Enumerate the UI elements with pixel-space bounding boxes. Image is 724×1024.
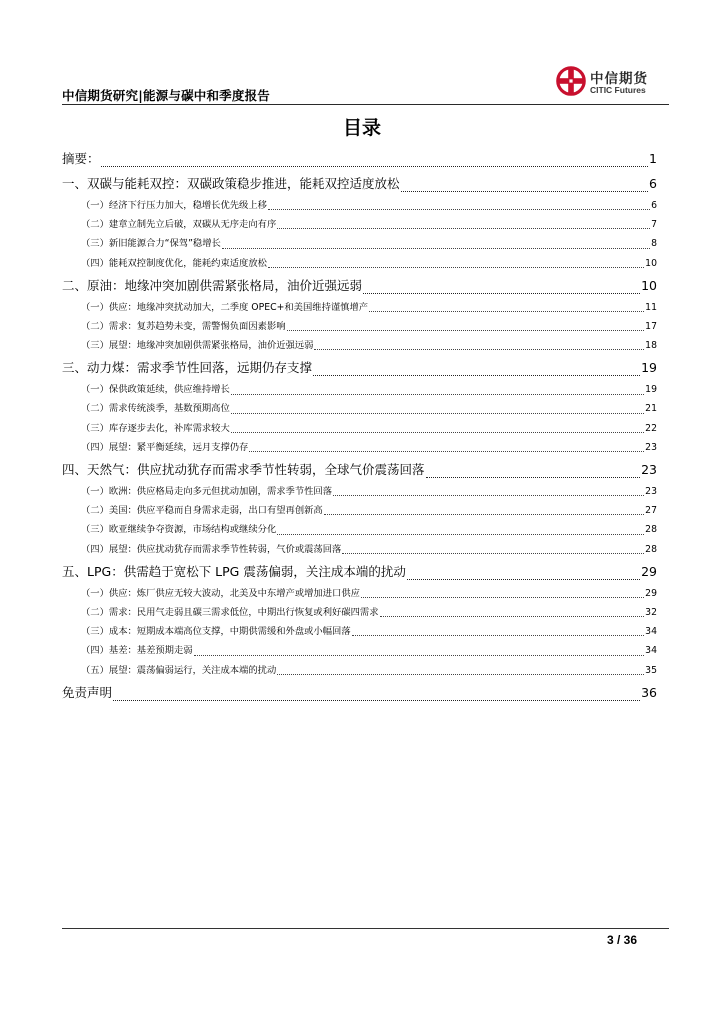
toc-dot-leader [222,248,650,249]
report-header-title: 中信期货研究|能源与碳中和季度报告 [62,88,270,103]
toc-dot-leader [287,330,645,331]
toc-subsection-entry[interactable] [62,622,657,641]
toc-entry-page: 29 [641,563,657,579]
toc-entry-title: （四）基差：基差预期走弱 [81,645,193,657]
toc-entry-page: 10 [641,277,657,293]
toc-entry-page: 29 [645,587,657,599]
toc-entry-title: 一、双碳与能耗双控：双碳政策稳步推进，能耗双控适度放松 [62,176,400,191]
toc-entry-page: 11 [645,301,657,313]
toc-subsection-entry[interactable] [62,438,657,457]
toc-dot-leader [268,209,650,210]
toc-dot-leader [194,655,645,656]
toc-entry-page: 19 [645,384,657,396]
toc-subsection-entry[interactable] [62,254,657,273]
toc-entry-title: 四、天然气：供应扰动犹存而需求季节性转弱，全球气价震荡回落 [62,462,425,478]
toc-dot-leader [277,534,644,535]
toc-entry-title: （四）能耗双控制度优化，能耗约束适度放松 [81,257,267,269]
citic-logo-icon [556,66,586,96]
toc-entry-title: （三）欧亚继续争夺资源，市场结构或继续分化 [81,524,277,536]
toc-entry-page: 22 [645,422,657,434]
toc-dot-leader [268,267,644,268]
toc-dot-leader [113,700,640,701]
toc-subsection-entry[interactable] [62,641,657,660]
toc-entry-title: （四）展望：紧平衡延续，远月支撑仍存 [81,441,249,453]
toc-entry-page: 10 [645,257,657,269]
toc-entry-title: （二）需求：民用气走弱且碳三需求低位，中期出行恢复或利好碳四需求 [81,606,379,618]
toc-dot-leader [231,432,644,433]
toc-subsection-entry[interactable] [62,520,657,539]
toc-entry-page: 21 [645,403,657,415]
toc-entry-page: 34 [645,645,657,657]
toc-dot-leader [101,166,649,167]
toc-entry-page: 19 [641,360,657,376]
toc-entry-title: （三）成本：短期成本端高位支撑，中期供需缓和外盘或小幅回落 [81,626,351,638]
toc-entry-title: （二）建章立制先立后破，双碳从无序走向有序 [81,219,277,231]
toc-dot-leader [277,674,644,675]
toc-entry-title: （二）美国：供应平稳而自身需求走弱，出口有望再创新高 [81,505,323,517]
header-divider [62,104,669,105]
toc-subsection-entry[interactable] [62,317,657,336]
toc-entry-title: （一）经济下行压力加大，稳增长优先级上移 [81,199,267,211]
company-logo [556,66,666,100]
toc-section-entry[interactable] [62,171,657,196]
toc-dot-leader [342,553,644,554]
toc-dot-leader [333,495,644,496]
toc-entry-page: 18 [645,340,657,352]
footer-divider [62,928,669,929]
table-of-contents [62,146,657,705]
toc-dot-leader [231,394,644,395]
toc-subsection-entry[interactable] [62,603,657,622]
toc-entry-page: 28 [645,543,657,555]
toc-entry-title: （二）需求传统淡季，基数预期高位 [81,403,230,415]
toc-subsection-entry[interactable] [62,196,657,215]
toc-entry-page: 23 [645,486,657,498]
toc-entry-title: （一）保供政策延续，供应维持增长 [81,384,230,396]
toc-entry-title: （一）供应：炼厂供应无较大波动，北美及中东增产或增加进口供应 [81,587,360,599]
page-number: 3 / 36 [606,933,637,947]
toc-heading: 目录 [342,117,381,139]
toc-entry-title: （五）展望：震荡偏弱运行，关注成本端的扰动 [81,664,277,676]
toc-dot-leader [380,616,645,617]
toc-section-entry[interactable] [62,273,657,298]
toc-entry-title: （一）欧洲：供应格局走向多元但扰动加剧，需求季节性回落 [81,486,333,498]
toc-dot-leader [231,413,644,414]
toc-section-entry[interactable] [62,457,657,482]
toc-dot-leader [363,293,640,294]
toc-dot-leader [313,375,640,376]
toc-entry-page: 36 [641,684,657,700]
toc-entry-page: 28 [645,524,657,536]
toc-entry-title: （一）供应：地缘冲突扰动加大，二季度 OPEC+和美国维持谨慎增产 [81,301,369,313]
logo-chinese-name: 中信期货 [590,71,648,87]
toc-subsection-entry[interactable] [62,482,657,501]
toc-entry-page: 6 [649,176,657,191]
toc-dot-leader [407,579,640,580]
toc-subsection-entry[interactable] [62,501,657,520]
toc-subsection-entry[interactable] [62,336,657,355]
toc-entry-title: （三）新旧能源合力“保驾”稳增长 [81,238,221,250]
toc-section-entry[interactable] [62,146,657,171]
toc-dot-leader [314,349,644,350]
toc-subsection-entry[interactable] [62,400,657,419]
toc-entry-title: 三、动力煤：需求季节性回落，远期仍存支撑 [62,360,313,376]
toc-subsection-entry[interactable] [62,380,657,399]
toc-entry-page: 27 [645,505,657,517]
toc-entry-page: 1 [649,151,657,166]
toc-entry-title: 免责声明 [62,684,113,700]
toc-section-entry[interactable] [62,680,657,705]
toc-entry-page: 23 [645,441,657,453]
toc-entry-title: （三）展望：地缘冲突加剧供需紧张格局，油价近强远弱 [81,340,314,352]
toc-subsection-entry[interactable] [62,298,657,317]
toc-subsection-entry[interactable] [62,661,657,680]
toc-entry-title: （二）需求：复苏趋势未变，需警惕负面因素影响 [81,320,286,332]
toc-dot-leader [426,477,641,478]
toc-dot-leader [324,514,644,515]
toc-dot-leader [352,635,645,636]
toc-subsection-entry[interactable] [62,215,657,234]
toc-section-entry[interactable] [62,559,657,584]
toc-entry-title: 五、LPG：供需趋于宽松下 LPG 震荡偏弱，关注成本端的扰动 [62,563,406,579]
toc-entry-title: 摘要： [62,151,100,166]
toc-entry-page: 32 [645,606,657,618]
toc-entry-page: 34 [645,626,657,638]
toc-entry-title: 二、原油：地缘冲突加剧供需紧张格局，油价近强远弱 [62,277,363,293]
toc-entry-page: 23 [641,462,657,478]
toc-dot-leader [361,597,644,598]
toc-subsection-entry[interactable] [62,540,657,559]
toc-entry-page: 8 [651,238,657,250]
toc-entry-title: （三）库存逐步去化，补库需求较大 [81,422,230,434]
toc-entry-page: 17 [645,320,657,332]
toc-dot-leader [277,228,650,229]
toc-subsection-entry[interactable] [62,584,657,603]
toc-entry-page: 35 [645,664,657,676]
toc-subsection-entry[interactable] [62,419,657,438]
toc-dot-leader [401,191,649,192]
toc-dot-leader [249,451,644,452]
logo-english-name: CITIC Futures [590,85,646,95]
toc-entry-page: 6 [651,199,657,211]
toc-dot-leader [369,311,644,312]
toc-subsection-entry[interactable] [62,234,657,253]
toc-entry-page: 7 [651,219,657,231]
toc-section-entry[interactable] [62,355,657,380]
toc-entry-title: （四）展望：供应扰动犹存而需求季节性转弱，气价或震荡回落 [81,543,342,555]
